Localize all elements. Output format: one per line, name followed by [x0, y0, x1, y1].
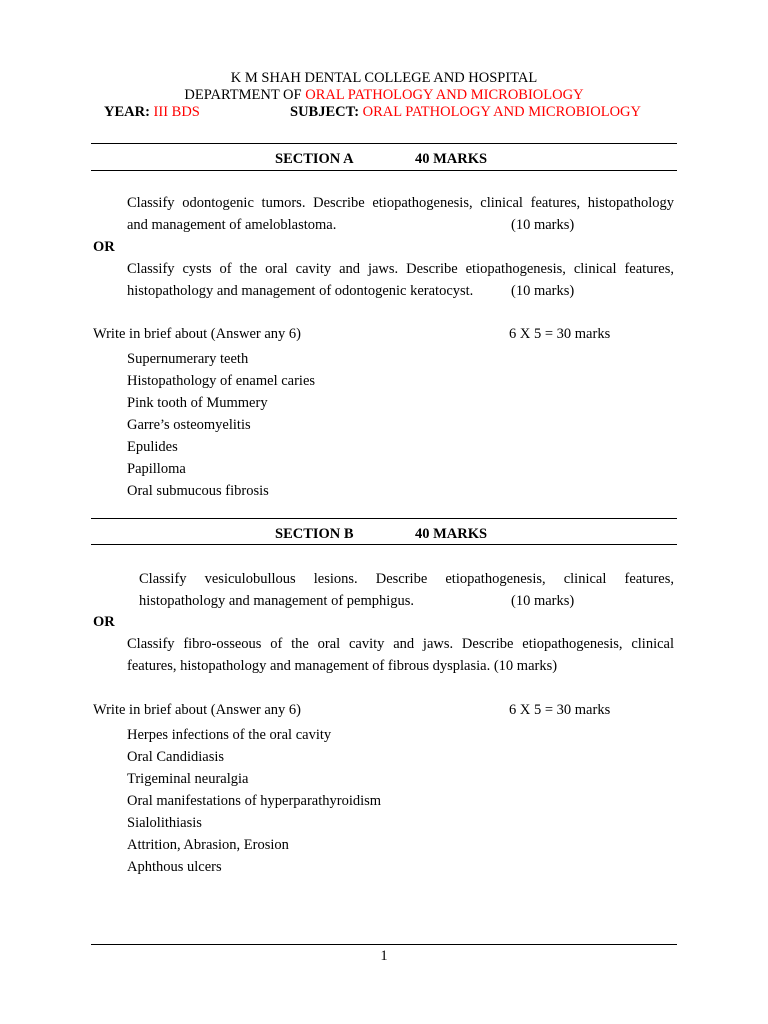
list-item: Trigeminal neuralgia	[127, 771, 249, 787]
list-item: Garre’s osteomyelitis	[127, 417, 251, 433]
footer-divider	[91, 944, 677, 945]
section-b-brief-marks: 6 X 5 = 30 marks	[509, 702, 611, 718]
list-item: Papilloma	[127, 461, 186, 477]
section-b-question-1-line-2: histopathology and management of pemphigus.	[139, 593, 415, 609]
subject-line	[290, 104, 641, 121]
section-b-brief-label: Write in brief about (Answer any 6)	[93, 702, 301, 718]
section-a-marks: 40 MARKS	[415, 151, 488, 167]
section-b-marks: 40 MARKS	[415, 526, 488, 542]
list-item: Histopathology of enamel caries	[127, 373, 316, 389]
list-item: Oral Candidiasis	[127, 749, 225, 765]
section-b-question-1-marks: (10 marks)	[511, 593, 575, 609]
department-name: ORAL PATHOLOGY AND MICROBIOLOGY	[305, 87, 584, 103]
section-a-or: OR	[93, 239, 115, 255]
section-a-question-2-marks: (10 marks)	[511, 283, 575, 299]
section-a-brief-label: Write in brief about (Answer any 6)	[93, 326, 301, 342]
section-b-question-2-line-1: Classify fibro-osseous of the oral cavity and jaws. Describe etiopathogenesis, clinical	[127, 636, 674, 652]
section-a-question-2-line-2: histopathology and management of odontogenic keratocyst.	[127, 283, 474, 299]
list-item: Aphthous ulcers	[127, 859, 222, 875]
divider	[91, 170, 677, 171]
list-item: Pink tooth of Mummery	[127, 395, 268, 411]
section-b-title: SECTION B	[275, 526, 354, 542]
section-a-question-2-line-1: Classify cysts of the oral cavity and jaws. Describe etiopathogenesis, clinical features,	[127, 261, 674, 277]
divider	[91, 518, 677, 519]
list-item: Herpes infections of the oral cavity	[127, 727, 332, 743]
divider	[91, 143, 677, 144]
section-b-or: OR	[93, 614, 115, 630]
section-b-question-1-line-1: Classify vesiculobullous lesions. Describe etiopathogenesis, clinical features,	[139, 571, 674, 587]
section-a-question-1-marks: (10 marks)	[511, 217, 575, 233]
section-a-question-1-line-1: Classify odontogenic tumors. Describe etiopathogenesis, clinical features, histopathology	[127, 195, 674, 211]
subject-value: ORAL PATHOLOGY AND MICROBIOLOGY	[362, 104, 641, 120]
section-a-topic-list	[127, 348, 315, 502]
department-prefix: DEPARTMENT OF	[184, 87, 302, 103]
list-item: Oral manifestations of hyperparathyroidism	[127, 793, 382, 809]
divider	[91, 544, 677, 545]
page-number: 1	[380, 948, 388, 964]
section-a-question-1-line-2: and management of ameloblastoma.	[127, 217, 337, 233]
list-item: Oral submucous fibrosis	[127, 483, 269, 499]
list-item: Sialolithiasis	[127, 815, 202, 831]
subject-label: SUBJECT:	[290, 104, 360, 120]
section-b-question-2-line-2: features, histopathology and management of fibrous dysplasia. (10 marks)	[127, 658, 558, 674]
section-a-title: SECTION A	[275, 151, 354, 167]
department-line	[0, 87, 768, 104]
list-item: Attrition, Abrasion, Erosion	[127, 837, 289, 853]
college-name: K M SHAH DENTAL COLLEGE AND HOSPITAL	[230, 70, 538, 86]
section-a-brief-marks: 6 X 5 = 30 marks	[509, 326, 611, 342]
year-line	[104, 104, 200, 121]
list-item: Epulides	[127, 439, 178, 455]
section-b-topic-list	[127, 724, 381, 878]
year-label: YEAR:	[104, 104, 150, 120]
list-item: Supernumerary teeth	[127, 351, 249, 367]
year-value: III BDS	[153, 104, 200, 120]
